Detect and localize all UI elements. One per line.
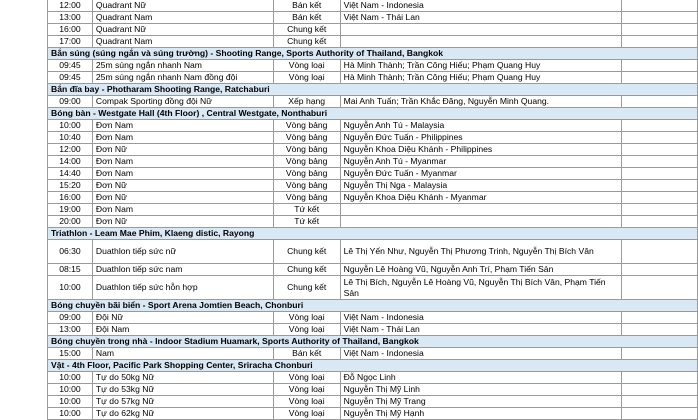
athletes-cell (340, 24, 622, 36)
empty-cell (622, 24, 698, 36)
time-cell: 10:00 (48, 120, 93, 132)
section-title: Bắn súng (súng ngắn và súng trường) - Shooting Range, Sports Authority of Thailand, Bangkok (48, 48, 698, 60)
athletes-cell: Hà Minh Thành; Trần Công Hiếu; Phạm Quang Huy (340, 60, 622, 72)
round-cell: Chung kết (273, 264, 340, 276)
event-cell: Đơn Nữ (92, 180, 273, 192)
section-title: Triathlon - Leam Mae Phim, Klaeng distic, Rayong (48, 228, 698, 240)
event-cell: Nam (92, 348, 273, 360)
section-header-row (48, 108, 698, 120)
round-cell: Vòng bảng (273, 180, 340, 192)
athletes-cell (340, 36, 622, 48)
event-cell: Đội Nam (92, 324, 273, 336)
schedule-row (48, 384, 698, 396)
round-cell: Vòng bảng (273, 120, 340, 132)
event-cell: Tự do 53kg Nữ (92, 384, 273, 396)
time-cell: 17:00 (48, 36, 93, 48)
round-cell: Tứ kết (273, 216, 340, 228)
schedule-row (48, 132, 698, 144)
empty-cell (622, 384, 698, 396)
round-cell: Vòng bảng (273, 192, 340, 204)
time-cell: 14:40 (48, 168, 93, 180)
schedule-row (48, 312, 698, 324)
schedule-row (48, 396, 698, 408)
athletes-cell: Việt Nam - Thái Lan (340, 324, 622, 336)
empty-cell (622, 96, 698, 108)
time-cell: 10:00 (48, 396, 93, 408)
empty-cell (622, 144, 698, 156)
empty-cell (622, 216, 698, 228)
empty-cell (622, 312, 698, 324)
event-cell: Compak Sporting đồng đội Nữ (92, 96, 273, 108)
empty-cell (622, 168, 698, 180)
time-cell: 13:00 (48, 324, 93, 336)
round-cell: Vòng bảng (273, 144, 340, 156)
round-cell: Chung kết (273, 240, 340, 264)
empty-cell (622, 120, 698, 132)
event-cell: 25m súng ngắn nhanh Nam đồng đội (92, 72, 273, 84)
round-cell: Xếp hạng (273, 96, 340, 108)
event-cell: Đội Nữ (92, 312, 273, 324)
empty-cell (622, 192, 698, 204)
event-cell: Duathlon tiếp sức nam (92, 264, 273, 276)
round-cell: Chung kết (273, 36, 340, 48)
event-cell: Đơn Nữ (92, 216, 273, 228)
time-cell: 10:00 (48, 276, 93, 300)
round-cell: Vòng bảng (273, 156, 340, 168)
schedule-body (48, 0, 698, 420)
round-cell: Chung kết (273, 24, 340, 36)
time-cell: 14:00 (48, 156, 93, 168)
event-cell: Duathlon tiếp sức nữ (92, 240, 273, 264)
event-cell: Đơn Nữ (92, 192, 273, 204)
athletes-cell (340, 204, 622, 216)
time-cell: 12:00 (48, 0, 93, 12)
schedule-row (48, 96, 698, 108)
event-cell: Quadrant Nam (92, 12, 273, 24)
empty-cell (622, 204, 698, 216)
empty-cell (622, 60, 698, 72)
schedule-row (48, 324, 698, 336)
round-cell: Vòng loại (273, 408, 340, 420)
empty-cell (622, 36, 698, 48)
event-cell: Tự do 50kg Nữ (92, 372, 273, 384)
empty-cell (622, 132, 698, 144)
time-cell: 16:00 (48, 192, 93, 204)
empty-cell (622, 180, 698, 192)
round-cell: Bán kết (273, 12, 340, 24)
section-title: Bóng chuyền bãi biển - Sport Arena Jomtien Beach, Chonburi (48, 300, 698, 312)
time-cell: 10:00 (48, 384, 93, 396)
round-cell: Bán kết (273, 0, 340, 12)
schedule-row (48, 156, 698, 168)
athletes-cell: Lê Thị Yến Như, Nguyễn Thị Phương Trinh, Nguyễn Thị Bích Vân (340, 240, 622, 264)
athletes-cell: Nguyễn Thị Mỹ Trang (340, 396, 622, 408)
schedule-row (48, 0, 698, 12)
section-title: Bắn đĩa bay - Photharam Shooting Range, Ratchaburi (48, 84, 698, 96)
section-title: Bóng bàn - Westgate Hall (4th Floor) , Central Westgate, Nonthaburi (48, 108, 698, 120)
time-cell: 09:00 (48, 312, 93, 324)
section-title: Vật - 4th Floor, Pacific Park Shopping Center, Sriracha Chonburi (48, 360, 698, 372)
empty-cell (622, 240, 698, 264)
schedule-row (48, 372, 698, 384)
round-cell: Vòng bảng (273, 168, 340, 180)
empty-cell (622, 372, 698, 384)
time-cell: 10:00 (48, 408, 93, 420)
section-header-row (48, 228, 698, 240)
event-cell: Duathlon tiếp sức hỗn hợp (92, 276, 273, 300)
event-cell: Đơn Nam (92, 120, 273, 132)
empty-cell (622, 156, 698, 168)
athletes-cell: Nguyễn Thị Nga - Malaysia (340, 180, 622, 192)
event-cell: Đơn Nam (92, 132, 273, 144)
round-cell: Vòng loại (273, 312, 340, 324)
schedule-row (48, 264, 698, 276)
schedule-table (47, 0, 698, 420)
round-cell: Vòng loại (273, 324, 340, 336)
event-cell: Đơn Nữ (92, 144, 273, 156)
empty-cell (622, 72, 698, 84)
time-cell: 09:00 (48, 96, 93, 108)
event-cell: Đơn Nam (92, 156, 273, 168)
empty-cell (622, 12, 698, 24)
round-cell: Vòng loại (273, 384, 340, 396)
round-cell: Vòng loại (273, 372, 340, 384)
round-cell: Tứ kết (273, 204, 340, 216)
empty-cell (622, 396, 698, 408)
section-header-row (48, 300, 698, 312)
schedule-row (48, 408, 698, 420)
athletes-cell (340, 216, 622, 228)
schedule-row (48, 144, 698, 156)
time-cell: 19:00 (48, 204, 93, 216)
time-cell: 15:20 (48, 180, 93, 192)
time-cell: 08:15 (48, 264, 93, 276)
schedule-row (48, 276, 698, 300)
section-title: Bóng chuyền trong nhà - Indoor Stadium Huamark, Sports Authority of Thailand, Bangkok (48, 336, 698, 348)
schedule-row (48, 180, 698, 192)
schedule-row (48, 204, 698, 216)
athletes-cell: Nguyễn Lê Hoàng Vũ, Nguyễn Anh Trí, Phạm Tiến Sản (340, 264, 622, 276)
section-header-row (48, 360, 698, 372)
athletes-cell: Nguyễn Thị Mỹ Hạnh (340, 408, 622, 420)
time-cell: 13:00 (48, 12, 93, 24)
athletes-cell: Mai Anh Tuấn; Trần Khắc Đăng, Nguyễn Minh Quang. (340, 96, 622, 108)
athletes-cell: Nguyễn Khoa Diệu Khánh - Philippines (340, 144, 622, 156)
athletes-cell: Nguyễn Khoa Diệu Khánh - Myanmar (340, 192, 622, 204)
round-cell: Vòng loại (273, 396, 340, 408)
empty-cell (622, 276, 698, 300)
time-cell: 12:00 (48, 144, 93, 156)
athletes-cell: Lê Thị Bích, Nguyễn Lê Hoàng Vũ, Nguyễn Thị Bích Vân, Phạm Tiến Sản (340, 276, 622, 300)
empty-cell (622, 264, 698, 276)
athletes-cell: Việt Nam - Indonesia (340, 348, 622, 360)
schedule-row (48, 216, 698, 228)
schedule-row (48, 240, 698, 264)
time-cell: 09:45 (48, 72, 93, 84)
event-cell: Đơn Nam (92, 168, 273, 180)
schedule-row (48, 24, 698, 36)
time-cell: 20:00 (48, 216, 93, 228)
time-cell: 10:00 (48, 372, 93, 384)
schedule-row (48, 36, 698, 48)
athletes-cell: Việt Nam - Indonesia (340, 312, 622, 324)
section-header-row (48, 84, 698, 96)
schedule-row (48, 192, 698, 204)
empty-cell (622, 348, 698, 360)
schedule-row (48, 72, 698, 84)
time-cell: 06:30 (48, 240, 93, 264)
event-cell: Tự do 62kg Nữ (92, 408, 273, 420)
empty-cell (622, 324, 698, 336)
time-cell: 16:00 (48, 24, 93, 36)
schedule-row (48, 60, 698, 72)
event-cell: Tự do 57kg Nữ (92, 396, 273, 408)
schedule-row (48, 12, 698, 24)
athletes-cell: Việt Nam - Indonesia (340, 0, 622, 12)
round-cell: Vòng loại (273, 60, 340, 72)
athletes-cell: Nguyễn Đức Tuấn - Philippines (340, 132, 622, 144)
round-cell: Vòng bảng (273, 132, 340, 144)
athletes-cell: Nguyễn Đức Tuấn - Myanmar (340, 168, 622, 180)
schedule-row (48, 120, 698, 132)
round-cell: Bán kết (273, 348, 340, 360)
athletes-cell: Việt Nam - Thái Lan (340, 12, 622, 24)
section-header-row (48, 48, 698, 60)
event-cell: Đơn Nam (92, 204, 273, 216)
athletes-cell: Nguyễn Thị Mỹ Linh (340, 384, 622, 396)
event-cell: 25m súng ngắn nhanh Nam (92, 60, 273, 72)
schedule-row (48, 168, 698, 180)
event-cell: Quadrant Nữ (92, 24, 273, 36)
athletes-cell: Nguyễn Anh Tú - Malaysia (340, 120, 622, 132)
athletes-cell: Hà Minh Thành; Trần Công Hiếu; Phạm Quang Huy (340, 72, 622, 84)
event-cell: Quadrant Nữ (92, 0, 273, 12)
time-cell: 10:40 (48, 132, 93, 144)
time-cell: 09:45 (48, 60, 93, 72)
empty-cell (622, 0, 698, 12)
round-cell: Chung kết (273, 276, 340, 300)
athletes-cell: Nguyễn Anh Tú - Myanmar (340, 156, 622, 168)
schedule-row (48, 348, 698, 360)
empty-cell (622, 408, 698, 420)
section-header-row (48, 336, 698, 348)
event-cell: Quadrant Nam (92, 36, 273, 48)
round-cell: Vòng loại (273, 72, 340, 84)
time-cell: 15:00 (48, 348, 93, 360)
athletes-cell: Đỗ Ngọc Linh (340, 372, 622, 384)
